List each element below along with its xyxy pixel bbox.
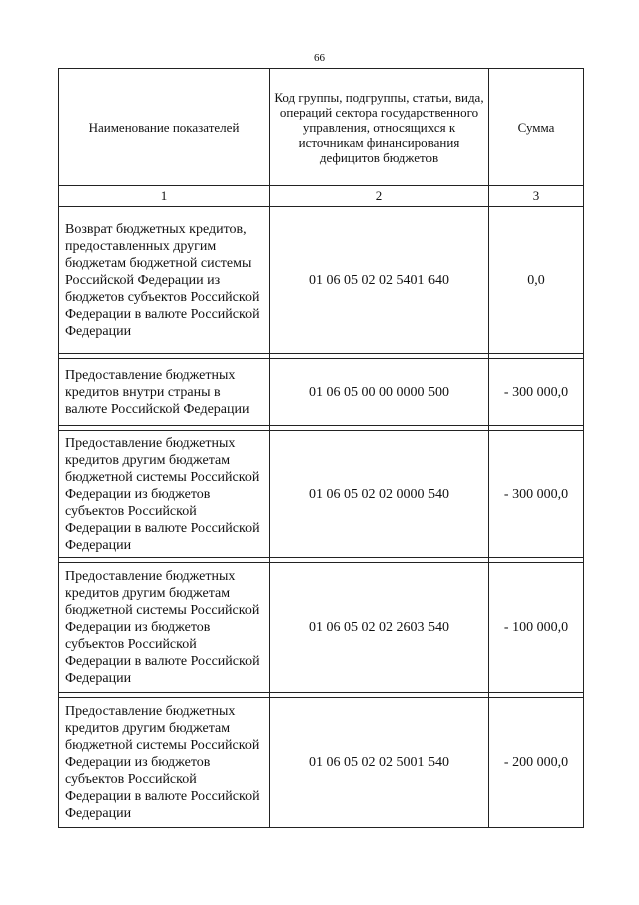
column-number-row — [59, 186, 584, 207]
budget-sources-table — [58, 68, 584, 828]
header-indicator-name: Наименование показателей — [59, 69, 270, 186]
header-budget-code: Код группы, подгруппы, статьи, вида, операций сектора государственного управления, относящихся к источникам финансирования дефицитов бюджетов — [270, 69, 489, 186]
page-number: 66 — [314, 52, 325, 64]
sum-value: - 100 000,0 — [489, 563, 584, 693]
table-row — [59, 563, 584, 693]
table-row — [59, 698, 584, 828]
table-row — [59, 359, 584, 426]
table-row — [59, 207, 584, 354]
column-number: 1 — [59, 186, 270, 207]
sum-value: 0,0 — [489, 207, 584, 354]
sum-value: - 300 000,0 — [489, 359, 584, 426]
budget-code: 01 06 05 02 02 5001 540 — [270, 698, 489, 828]
indicator-name: Возврат бюджетных кредитов, предоставленных другим бюджетам бюджетной системы Российской Федерации из бюджетов субъектов Российской Федерации в валюте Российской Федерации — [59, 207, 270, 354]
sum-value: - 200 000,0 — [489, 698, 584, 828]
table-header-row — [59, 69, 584, 186]
indicator-name: Предоставление бюджетных кредитов другим бюджетам бюджетной системы Российской Федерации из бюджетов субъектов Российской Федерации в валюте Российской Федерации — [59, 698, 270, 828]
indicator-name: Предоставление бюджетных кредитов другим бюджетам бюджетной системы Российской Федерации из бюджетов субъектов Российской Федерации в валюте Российской Федерации — [59, 563, 270, 693]
indicator-name: Предоставление бюджетных кредитов внутри страны в валюте Российской Федерации — [59, 359, 270, 426]
budget-code: 01 06 05 02 02 0000 540 — [270, 431, 489, 558]
column-number: 3 — [489, 186, 584, 207]
table-row — [59, 431, 584, 558]
column-number: 2 — [270, 186, 489, 207]
budget-code: 01 06 05 02 02 5401 640 — [270, 207, 489, 354]
indicator-name: Предоставление бюджетных кредитов другим бюджетам бюджетной системы Российской Федерации из бюджетов субъектов Российской Федерации в валюте Российской Федерации — [59, 431, 270, 558]
sum-value: - 300 000,0 — [489, 431, 584, 558]
header-sum: Сумма — [489, 69, 584, 186]
budget-code: 01 06 05 00 00 0000 500 — [270, 359, 489, 426]
budget-code: 01 06 05 02 02 2603 540 — [270, 563, 489, 693]
